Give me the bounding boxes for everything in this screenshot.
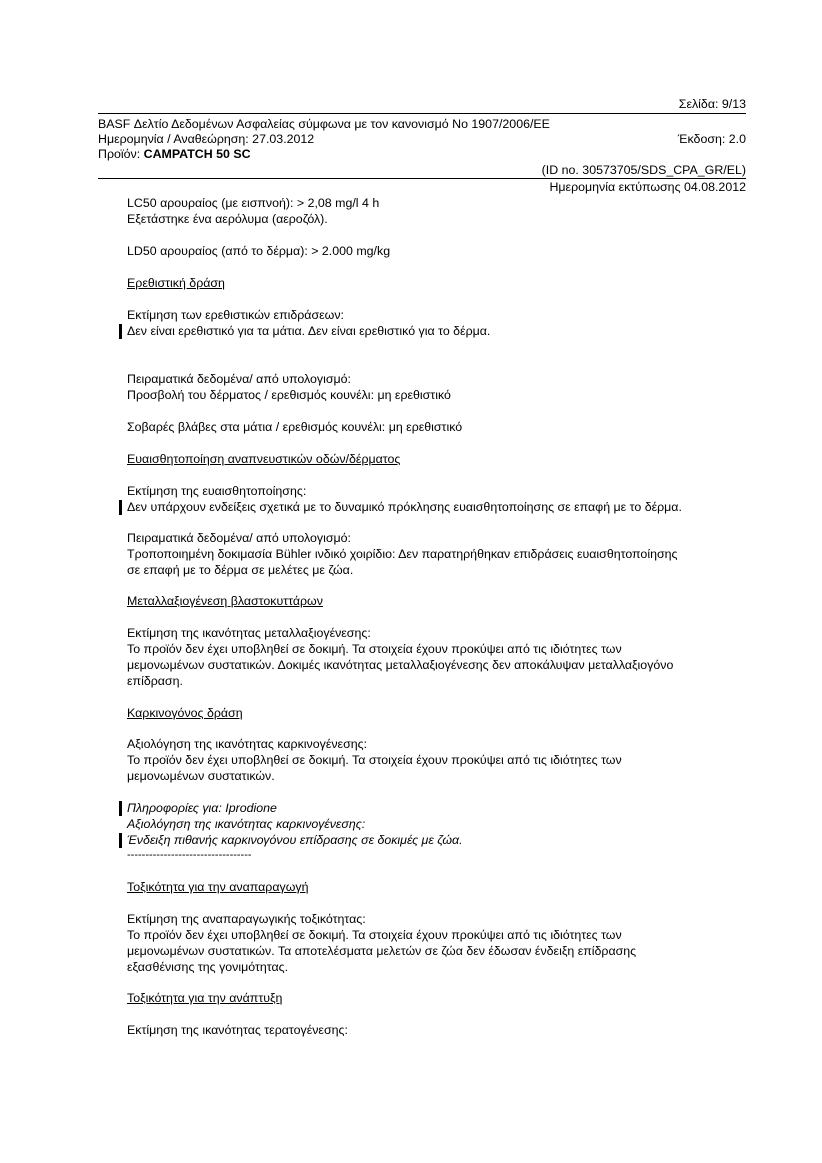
sensitization-assess-text: Δεν υπάρχουν ενδείξεις σχετικά με το δυναμικό πρόκλησης ευαισθητοποίησης σε επαφή με το δέρμα. — [127, 500, 682, 514]
iprodione-assess-text: Ένδειξη πιθανής καρκινογόνου επίδρασης σε δοκιμές με ζώα. — [127, 833, 463, 847]
revision-date: Ημερομηνία / Αναθεώρηση: 27.03.2012 — [98, 132, 315, 146]
lc50-text: LC50 αρουραίος (με εισπνοή): > 2,08 mg/l 4 h — [127, 196, 380, 210]
ld50-text: LD50 αρουραίος (από το δέρμα): > 2.000 mg/kg — [127, 244, 391, 258]
sensitization-assess-label: Εκτίμηση της ευαισθητοποίησης: — [127, 484, 307, 498]
carcinogenicity-heading: Καρκινογόνος δράση — [127, 706, 243, 720]
page-number: Σελίδα: 9/13 — [678, 97, 746, 111]
mutagenicity-text: επίδραση. — [127, 674, 183, 688]
carcinogenicity-text: Το προϊόν δεν έχει υποβληθεί σε δοκιμή. Τα στοιχεία έχουν προκύψει από τις ιδιότητες των — [127, 753, 622, 767]
mutagenicity-heading: Μεταλλαξιογένεση βλαστοκυττάρων — [127, 594, 323, 608]
irritation-eyes: Σοβαρές βλάβες στα μάτια / ερεθισμός κουνέλι: μη ερεθιστικό — [127, 420, 463, 434]
reproduction-assess-label: Εκτίμηση της αναπαραγωγικής τοξικότητας: — [127, 912, 366, 926]
product-line — [98, 147, 251, 162]
sensitization-exp-line: Τροποποιημένη δοκιμασία Bühler ινδικό χοιρίδιο: Δεν παρατηρήθηκαν επιδράσεις ευαισθητοποίησης — [127, 547, 678, 561]
irritation-assess-text: Δεν είναι ερεθιστικό για τα μάτια. Δεν είναι ερεθιστικό για το δέρμα. — [127, 324, 491, 338]
irritation-assess-label: Εκτίμηση των ερεθιστικών επιδράσεων: — [127, 308, 344, 322]
product-label: Προϊόν: — [98, 147, 144, 161]
reproduction-text: Το προϊόν δεν έχει υποβληθεί σε δοκιμή. Τα στοιχεία έχουν προκύψει από τις ιδιότητες των — [127, 928, 622, 942]
change-bar — [119, 324, 122, 339]
print-date: Ημερομηνία εκτύπωσης 04.08.2012 — [549, 180, 746, 194]
mutagenicity-text: Το προϊόν δεν έχει υποβληθεί σε δοκιμή. Τα στοιχεία έχουν προκύψει από τις ιδιότητες των — [127, 642, 622, 656]
sensitization-exp-label: Πειραματικά δεδομένα/ από υπολογισμό: — [127, 531, 351, 545]
mutagenicity-assess-label: Εκτίμηση της ικανότητας μεταλλαξιογένεσης: — [127, 626, 371, 640]
carcinogenicity-assess-label: Αξιολόγηση της ικανότητας καρκινογένεσης: — [127, 737, 368, 751]
header-top-rule — [98, 113, 746, 114]
aerosol-text: Εξετάστηκε ένα αερόλυμα (αεροζόλ). — [127, 212, 328, 226]
separator-dashes: ---------------------------------- — [127, 849, 252, 861]
product-name: CAMPATCH 50 SC — [143, 147, 251, 161]
sensitization-heading: Ευαισθητοποίηση αναπνευστικών οδών/δέρματος — [127, 452, 401, 466]
carcinogenicity-text: μεμονωμένων συστατικών. — [127, 769, 275, 783]
reproduction-heading: Τοξικότητα για την αναπαραγωγή — [127, 880, 309, 894]
development-assess-label: Εκτίμηση της ικανότητας τερατογένεσης: — [127, 1023, 348, 1037]
mutagenicity-text: μεμονωμένων συστατικών. Δοκιμές ικανότητας μεταλλαξιογένεσης δεν αποκάλυψαν μεταλλαξιογόνο — [127, 658, 674, 672]
irritation-heading: Ερεθιστική δράση — [127, 276, 225, 290]
document-id: (ID no. 30573705/SDS_CPA_GR/EL) — [541, 163, 746, 177]
document-title: BASF Δελτίο Δεδομένων Ασφαλείας σύμφωνα με τον κανονισμό Νο 1907/2006/ΕΕ — [98, 117, 550, 131]
iprodione-info-label: Πληροφορίες για: Iprodione — [127, 801, 277, 815]
change-bar — [119, 833, 122, 848]
change-bar — [119, 801, 122, 816]
reproduction-text: εξασθένισης της γονιμότητας. — [127, 960, 289, 974]
reproduction-text: μεμονωμένων συστατικών. Τα αποτελέσματα μελετών σε ζώα δεν έδωσαν ένδειξη επίδρασης — [127, 944, 637, 958]
change-bar — [119, 500, 122, 515]
iprodione-assess-label: Αξιολόγηση της ικανότητας καρκινογένεσης: — [127, 817, 366, 831]
header-bottom-rule — [98, 178, 746, 179]
sensitization-exp-line: σε επαφή με το δέρμα σε μελέτες με ζώα. — [127, 563, 354, 577]
irritation-exp-label: Πειραματικά δεδομένα/ από υπολογισμό: — [127, 372, 351, 386]
irritation-skin: Προσβολή του δέρματος / ερεθισμός κουνέλι: μη ερεθιστικό — [127, 388, 451, 402]
version: Έκδοση: 2.0 — [677, 132, 746, 146]
development-heading: Τοξικότητα για την ανάπτυξη — [127, 991, 283, 1005]
